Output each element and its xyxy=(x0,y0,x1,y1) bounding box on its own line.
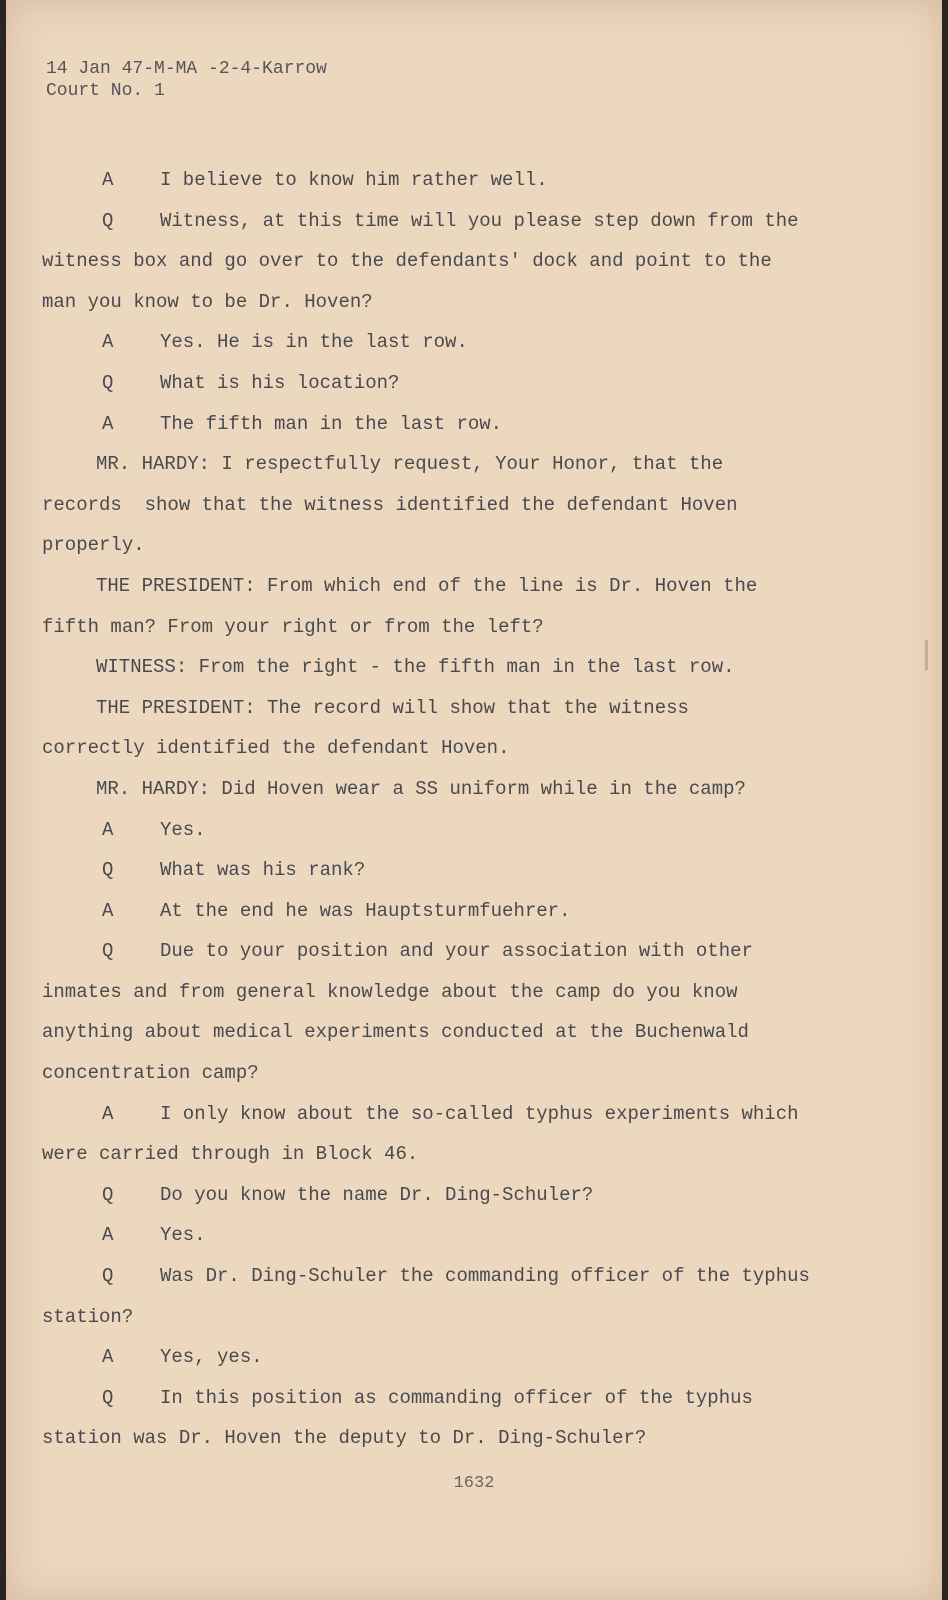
transcript-line xyxy=(36,241,866,282)
transcript-line xyxy=(36,1215,866,1256)
transcript-line xyxy=(36,688,866,729)
transcript-line xyxy=(36,1337,866,1378)
header-line-1: 14 Jan 47-M-MA -2-4-Karrow xyxy=(46,59,327,79)
line-text: Witness, at this time will you please step down from the xyxy=(160,209,799,232)
transcript-line xyxy=(36,1297,866,1338)
transcript-line xyxy=(36,931,866,972)
transcript-line xyxy=(36,1012,866,1053)
transcript-line xyxy=(36,160,866,201)
transcript-header xyxy=(46,58,327,102)
page-number: 1632 xyxy=(453,1474,495,1493)
line-text: fifth man? From your right or from the left? xyxy=(42,615,544,638)
transcript-line xyxy=(36,363,866,404)
speaker-tag: Q xyxy=(102,209,114,232)
transcript-line xyxy=(36,282,866,323)
transcript-line xyxy=(36,322,866,363)
transcript-line xyxy=(36,1256,866,1297)
transcript-line xyxy=(36,810,866,851)
line-text: properly. xyxy=(42,534,145,557)
transcript-line xyxy=(36,444,866,485)
header-line-2: Court No. 1 xyxy=(46,81,165,101)
line-text: records show that the witness identified the defendant Hoven xyxy=(42,493,738,516)
transcript-line xyxy=(36,607,866,648)
line-text: station was Dr. Hoven the deputy to Dr. Ding-Schuler? xyxy=(42,1427,647,1450)
line-text: Yes. xyxy=(160,1224,206,1247)
line-text: I believe to know him rather well. xyxy=(160,169,548,191)
transcript-line xyxy=(36,972,866,1013)
speaker-tag: A xyxy=(102,412,114,435)
speaker-tag: Q xyxy=(102,859,114,882)
line-text: correctly identified the defendant Hoven. xyxy=(42,737,510,760)
speaker-tag: A xyxy=(102,331,114,354)
line-text: inmates and from general knowledge about the camp do you know xyxy=(42,980,738,1003)
line-text: man you know to be Dr. Hoven? xyxy=(42,290,373,313)
line-text: Yes. xyxy=(160,818,206,841)
line-text: Yes, yes. xyxy=(160,1346,263,1369)
speaker-tag: Q xyxy=(102,1265,114,1288)
line-text: I only know about the so-called typhus experiments which xyxy=(160,1102,799,1125)
speaker-tag: Q xyxy=(102,1183,114,1206)
transcript-line xyxy=(36,850,866,891)
speaker-tag: Q xyxy=(102,940,114,963)
document-page xyxy=(6,0,942,1600)
transcript-line xyxy=(36,1053,866,1094)
line-text: Due to your position and your association with other xyxy=(160,940,753,963)
line-text: What is his location? xyxy=(160,371,400,394)
line-text: witness box and go over to the defendants' dock and point to the xyxy=(42,250,772,273)
speaker-tag: A xyxy=(102,818,114,841)
speaker-tag: A xyxy=(102,169,114,191)
line-text: The fifth man in the last row. xyxy=(160,412,503,435)
transcript-line xyxy=(36,201,866,242)
speaker-tag: Q xyxy=(102,371,114,394)
transcript-line xyxy=(36,1134,866,1175)
transcript-line xyxy=(36,1094,866,1135)
line-text: What was his rank? xyxy=(160,859,366,882)
transcript-line xyxy=(36,1418,866,1459)
transcript-line xyxy=(36,566,866,607)
line-text: Do you know the name Dr. Ding-Schuler? xyxy=(160,1183,594,1206)
transcript-line xyxy=(36,647,866,688)
speaker-tag: A xyxy=(102,1224,114,1247)
line-text: station? xyxy=(42,1305,134,1328)
speaker-tag: A xyxy=(102,899,114,922)
line-text: Was Dr. Ding-Schuler the commanding officer of the typhus xyxy=(160,1265,810,1288)
line-text: anything about medical experiments conducted at the Buchenwald xyxy=(42,1021,749,1044)
transcript-line xyxy=(36,728,866,769)
speaker-tag: A xyxy=(102,1102,114,1125)
line-text: concentration camp? xyxy=(42,1062,259,1085)
transcript-line xyxy=(36,891,866,932)
line-text: MR. HARDY: Did Hoven wear a SS uniform while in the camp? xyxy=(96,777,746,800)
line-text: THE PRESIDENT: The record will show that the witness xyxy=(96,696,689,719)
line-text: WITNESS: From the right - the fifth man in the last row. xyxy=(96,656,735,679)
margin-mark xyxy=(925,640,928,670)
transcript-line xyxy=(36,1175,866,1216)
transcript-line xyxy=(36,769,866,810)
speaker-tag: Q xyxy=(102,1386,114,1409)
line-text: THE PRESIDENT: From which end of the line is Dr. Hoven the xyxy=(96,574,758,597)
transcript-body xyxy=(36,160,866,1459)
speaker-tag: A xyxy=(102,1346,114,1369)
transcript-line xyxy=(36,404,866,445)
line-text: were carried through in Block 46. xyxy=(42,1143,419,1166)
transcript-line xyxy=(36,525,866,566)
line-text: In this position as commanding officer of the typhus xyxy=(160,1386,753,1409)
transcript-line xyxy=(36,485,866,526)
transcript-line xyxy=(36,1378,866,1419)
line-text: MR. HARDY: I respectfully request, Your Honor, that the xyxy=(96,453,724,476)
line-text: Yes. He is in the last row. xyxy=(160,331,468,354)
line-text: At the end he was Hauptsturmfuehrer. xyxy=(160,899,571,922)
